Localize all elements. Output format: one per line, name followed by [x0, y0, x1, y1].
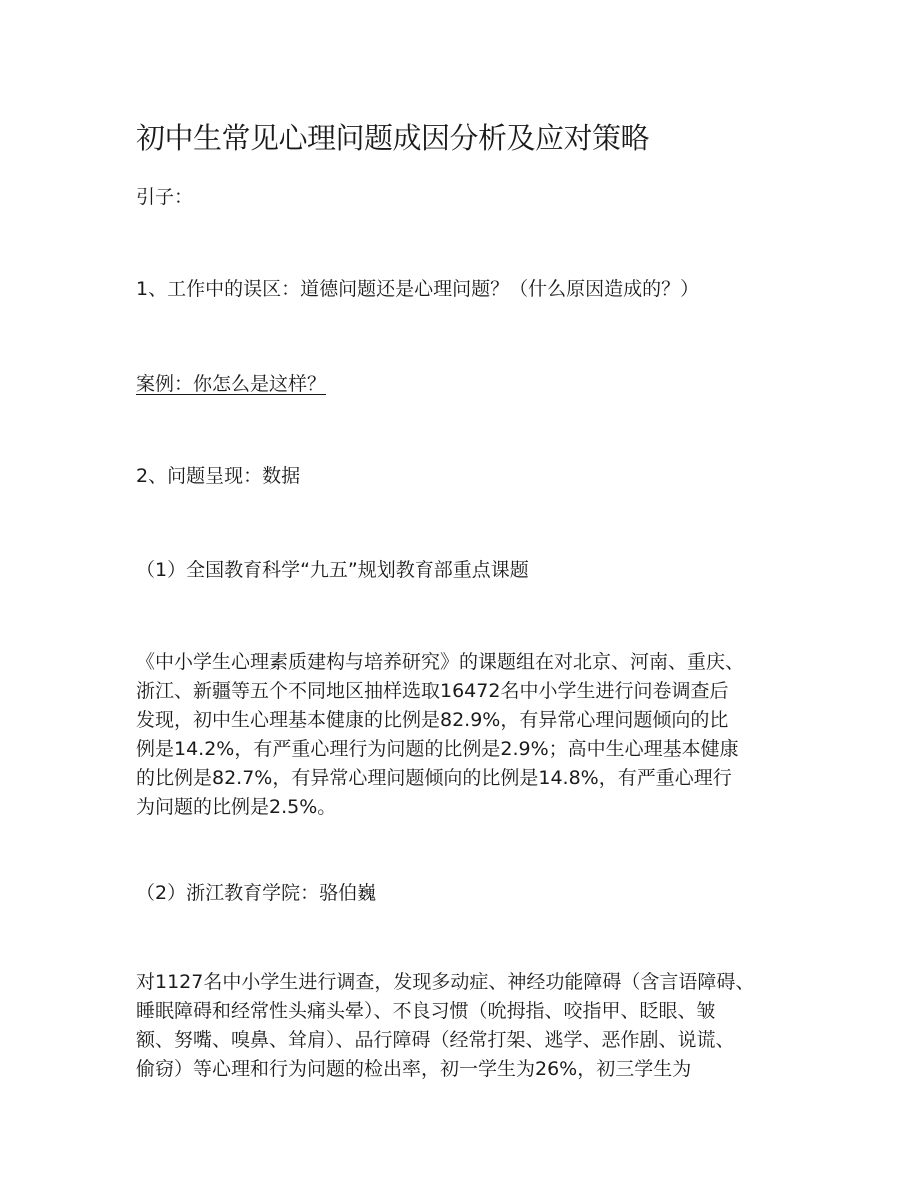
item-1-heading: （1）全国教育科学“九五”规划教育部重点课题	[136, 559, 529, 581]
paragraph-line: 《中小学生心理素质建构与培养研究》的课题组在对北京、河南、重庆、	[136, 651, 745, 673]
paragraph-line: 睡眠障碍和经常性头痛头晕）、不良习惯（吮拇指、咬指甲、眨眼、皱	[136, 1000, 716, 1022]
intro-label: 引子：	[136, 186, 194, 208]
item-2-paragraph	[136, 968, 786, 1084]
paragraph-line: 例是14.2%，有严重心理行为问题的比例是2.9%；高中生心理基本健康	[136, 738, 739, 760]
section-2-heading: 2、问题呈现：数据	[136, 465, 301, 487]
paragraph-line: 对1127名中小学生进行调查，发现多动症、神经功能障碍（含言语障碍、	[136, 971, 755, 993]
paragraph-line: 发现，初中生心理基本健康的比例是82.9%，有异常心理问题倾向的比	[136, 709, 729, 731]
case-label: 案例：你怎么是这样？	[136, 373, 327, 395]
document-title: 初中生常见心理问题成因分析及应对策略	[136, 121, 650, 155]
paragraph-line: 的比例是82.7%，有异常心理问题倾向的比例是14.8%，有严重心理行	[136, 767, 732, 789]
section-1-heading: 1、工作中的误区：道德问题还是心理问题？（什么原因造成的？）	[136, 278, 700, 300]
paragraph-line: 额、努嘴、嗅鼻、耸肩）、品行障碍（经常打架、逃学、恶作剧、说谎、	[136, 1029, 735, 1051]
item-1-paragraph	[136, 648, 786, 822]
paragraph-line: 偷窃）等心理和行为问题的检出率，初一学生为26%，初三学生为	[136, 1058, 692, 1080]
item-2-heading: （2）浙江教育学院：骆伯巍	[136, 882, 377, 904]
paragraph-line: 浙江、新疆等五个不同地区抽样选取16472名中小学生进行问卷调查后	[136, 680, 729, 702]
paragraph-line: 为问题的比例是2.5%。	[136, 796, 337, 818]
